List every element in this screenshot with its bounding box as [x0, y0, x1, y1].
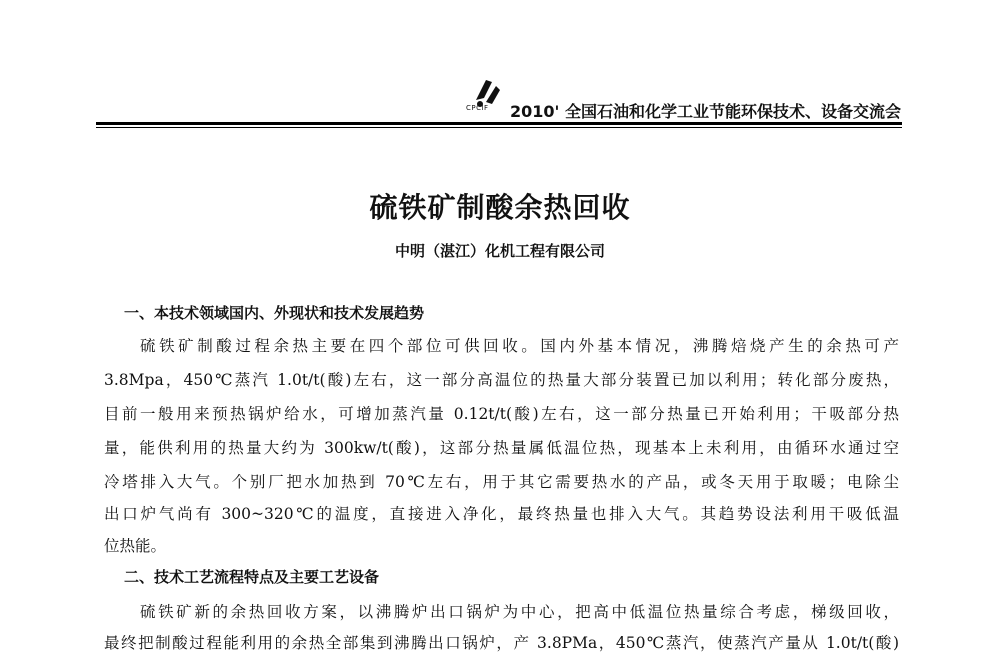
section-1-heading: 一、本技术领域国内、外现状和技术发展趋势	[124, 304, 425, 322]
body-line: 硫铁矿新的余热回收方案，以沸腾炉出口锅炉为中心，把高中低温位热量综合考虑，梯级回收，	[140, 603, 899, 621]
header-rule-thick	[96, 122, 902, 125]
body-line: 冷塔排入大气。个别厂把水加热到 70℃左右，用于其它需要热水的产品，或冬天用于取暖；电除尘	[104, 473, 899, 491]
body-line: 位热能。	[104, 537, 167, 555]
logo-text: CPCIF	[466, 104, 489, 112]
section-2-heading: 二、技术工艺流程特点及主要工艺设备	[124, 568, 380, 586]
header-rule-thin	[96, 127, 902, 128]
body-line: 最终把制酸过程能利用的余热全部集到沸腾出口锅炉，产 3.8PMa，450℃蒸汽，使蒸汽产量从 1.0t/t(酸)	[104, 634, 899, 652]
body-line: 3.8Mpa，450℃蒸汽 1.0t/t(酸)左右，这一部分高温位的热量大部分装置已加以利用；转化部分废热，	[104, 371, 899, 389]
article-title: 硫铁矿制酸余热回收	[369, 191, 631, 224]
body-line: 硫铁矿制酸过程余热主要在四个部位可供回收。国内外基本情况，沸腾焙烧产生的余热可产	[140, 337, 899, 355]
conference-header: 2010' 全国石油和化学工业节能环保技术、设备交流会	[510, 102, 902, 121]
article-organization: 中明（湛江）化机工程有限公司	[394, 242, 605, 260]
body-line: 出口炉气尚有 300~320℃的温度，直接进入净化，最终热量也排入大气。其趋势设法利用干吸低温	[104, 505, 899, 523]
body-line: 量，能供利用的热量大约为 300kw/t(酸)，这部分热量属低温位热，现基本上未利用，由循环水通过空	[104, 439, 899, 457]
body-line: 目前一般用来预热锅炉给水，可增加蒸汽量 0.12t/t(酸)左右，这一部分热量已开始利用；干吸部分热	[104, 405, 899, 423]
